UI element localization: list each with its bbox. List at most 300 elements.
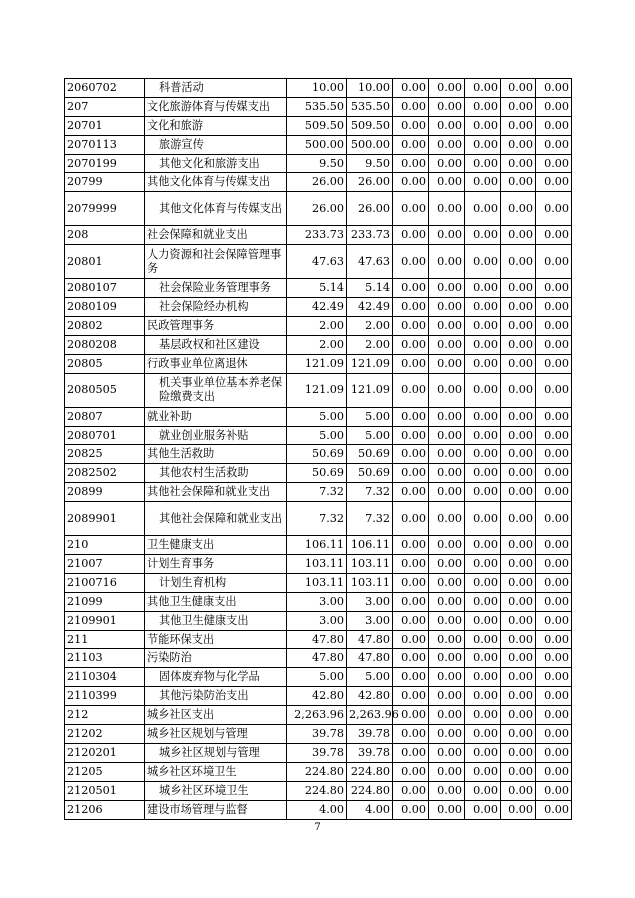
subject-code: 21103 (65, 649, 145, 668)
amount-cell: 233.73 (287, 226, 347, 245)
amount-cell: 0.00 (536, 743, 572, 762)
amount-cell: 0.00 (429, 173, 465, 192)
amount-cell: 0.00 (429, 97, 465, 116)
amount-cell: 0.00 (501, 192, 536, 226)
amount-cell: 0.00 (501, 426, 536, 445)
amount-cell: 0.00 (429, 226, 465, 245)
amount-cell: 0.00 (393, 445, 429, 464)
amount-cell: 0.00 (429, 781, 465, 800)
amount-cell: 0.00 (429, 536, 465, 555)
amount-cell: 0.00 (465, 445, 501, 464)
amount-cell: 0.00 (465, 536, 501, 555)
amount-cell: 0.00 (536, 649, 572, 668)
amount-cell: 0.00 (429, 354, 465, 373)
amount-cell: 47.80 (347, 630, 393, 649)
subject-code: 2060702 (65, 79, 145, 98)
amount-cell: 0.00 (429, 483, 465, 502)
amount-cell: 5.14 (287, 279, 347, 298)
amount-cell: 0.00 (465, 611, 501, 630)
amount-cell: 0.00 (393, 781, 429, 800)
amount-cell: 0.00 (393, 706, 429, 725)
subject-name: 人力资源和社会保障管理事务 (145, 245, 287, 279)
amount-cell: 103.11 (347, 555, 393, 574)
amount-cell: 0.00 (501, 573, 536, 592)
subject-code: 20899 (65, 483, 145, 502)
subject-name: 固体废弃物与化学品 (145, 668, 287, 687)
amount-cell: 224.80 (287, 762, 347, 781)
amount-cell: 0.00 (536, 116, 572, 135)
amount-cell: 0.00 (429, 555, 465, 574)
subject-code: 2080107 (65, 279, 145, 298)
table-row (65, 154, 572, 173)
subject-name: 其他文化体育与传媒支出 (145, 192, 287, 226)
amount-cell: 0.00 (536, 226, 572, 245)
amount-cell: 0.00 (393, 373, 429, 407)
table-row (65, 668, 572, 687)
amount-cell: 0.00 (465, 298, 501, 317)
subject-name: 城乡社区环境卫生 (145, 762, 287, 781)
amount-cell: 2,263.96 (347, 706, 393, 725)
amount-cell: 0.00 (465, 725, 501, 744)
amount-cell: 47.80 (347, 649, 393, 668)
amount-cell: 0.00 (393, 298, 429, 317)
subject-code: 21202 (65, 725, 145, 744)
subject-name: 其他卫生健康支出 (145, 592, 287, 611)
amount-cell: 0.00 (393, 335, 429, 354)
subject-name: 其他文化体育与传媒支出 (145, 173, 287, 192)
amount-cell: 500.00 (347, 135, 393, 154)
amount-cell: 0.00 (465, 354, 501, 373)
amount-cell: 26.00 (287, 192, 347, 226)
subject-name: 民政管理事务 (145, 317, 287, 336)
amount-cell: 500.00 (287, 135, 347, 154)
amount-cell: 0.00 (429, 79, 465, 98)
table-row (65, 445, 572, 464)
amount-cell: 0.00 (393, 502, 429, 536)
table-row (65, 687, 572, 706)
table-row (65, 426, 572, 445)
table-row (65, 317, 572, 336)
amount-cell: 0.00 (536, 555, 572, 574)
subject-code: 2080505 (65, 373, 145, 407)
table-row (65, 116, 572, 135)
subject-code: 20825 (65, 445, 145, 464)
amount-cell: 3.00 (287, 592, 347, 611)
amount-cell: 0.00 (429, 725, 465, 744)
subject-code: 20799 (65, 173, 145, 192)
amount-cell: 42.80 (287, 687, 347, 706)
subject-name: 其他文化和旅游支出 (145, 154, 287, 173)
amount-cell: 224.80 (347, 762, 393, 781)
amount-cell: 39.78 (287, 725, 347, 744)
amount-cell: 39.78 (347, 743, 393, 762)
amount-cell: 0.00 (393, 407, 429, 426)
table-row (65, 173, 572, 192)
subject-code: 2079999 (65, 192, 145, 226)
amount-cell: 106.11 (287, 536, 347, 555)
amount-cell: 0.00 (501, 649, 536, 668)
amount-cell: 0.00 (465, 116, 501, 135)
amount-cell: 42.49 (287, 298, 347, 317)
amount-cell: 0.00 (501, 464, 536, 483)
amount-cell: 0.00 (501, 483, 536, 502)
amount-cell: 0.00 (429, 317, 465, 336)
subject-code: 21206 (65, 800, 145, 819)
table-row (65, 464, 572, 483)
amount-cell: 0.00 (536, 781, 572, 800)
amount-cell: 0.00 (393, 173, 429, 192)
subject-name: 旅游宣传 (145, 135, 287, 154)
amount-cell: 0.00 (429, 800, 465, 819)
amount-cell: 9.50 (287, 154, 347, 173)
subject-name: 其他社会保障和就业支出 (145, 483, 287, 502)
amount-cell: 0.00 (536, 354, 572, 373)
amount-cell: 4.00 (347, 800, 393, 819)
amount-cell: 0.00 (536, 630, 572, 649)
subject-code: 2080701 (65, 426, 145, 445)
subject-name: 其他生活救助 (145, 445, 287, 464)
amount-cell: 47.80 (287, 630, 347, 649)
amount-cell: 0.00 (429, 335, 465, 354)
subject-code: 2120201 (65, 743, 145, 762)
amount-cell: 121.09 (347, 373, 393, 407)
amount-cell: 0.00 (393, 226, 429, 245)
table-row (65, 335, 572, 354)
subject-code: 2070199 (65, 154, 145, 173)
amount-cell: 50.69 (347, 464, 393, 483)
amount-cell: 0.00 (501, 762, 536, 781)
subject-code: 2120501 (65, 781, 145, 800)
amount-cell: 535.50 (287, 97, 347, 116)
amount-cell: 7.32 (287, 483, 347, 502)
amount-cell: 0.00 (501, 116, 536, 135)
amount-cell: 0.00 (536, 706, 572, 725)
amount-cell: 0.00 (429, 426, 465, 445)
amount-cell: 39.78 (347, 725, 393, 744)
subject-name: 社会保险业务管理事务 (145, 279, 287, 298)
amount-cell: 0.00 (536, 611, 572, 630)
amount-cell: 0.00 (465, 573, 501, 592)
subject-code: 21007 (65, 555, 145, 574)
amount-cell: 0.00 (429, 743, 465, 762)
amount-cell: 0.00 (465, 407, 501, 426)
amount-cell: 0.00 (536, 800, 572, 819)
table-row (65, 762, 572, 781)
amount-cell: 0.00 (501, 79, 536, 98)
amount-cell: 10.00 (347, 79, 393, 98)
amount-cell: 0.00 (393, 279, 429, 298)
amount-cell: 50.69 (287, 464, 347, 483)
amount-cell: 0.00 (465, 781, 501, 800)
amount-cell: 0.00 (429, 630, 465, 649)
amount-cell: 26.00 (347, 173, 393, 192)
amount-cell: 0.00 (501, 630, 536, 649)
amount-cell: 0.00 (465, 279, 501, 298)
amount-cell: 0.00 (393, 592, 429, 611)
amount-cell: 0.00 (536, 154, 572, 173)
amount-cell: 0.00 (465, 97, 501, 116)
amount-cell: 0.00 (465, 226, 501, 245)
amount-cell: 0.00 (393, 687, 429, 706)
amount-cell: 0.00 (429, 502, 465, 536)
table-row (65, 226, 572, 245)
amount-cell: 0.00 (501, 245, 536, 279)
subject-name: 其他社会保障和就业支出 (145, 502, 287, 536)
amount-cell: 0.00 (501, 781, 536, 800)
amount-cell: 0.00 (465, 743, 501, 762)
amount-cell: 0.00 (501, 173, 536, 192)
table-row (65, 192, 572, 226)
amount-cell: 121.09 (287, 354, 347, 373)
amount-cell: 0.00 (536, 407, 572, 426)
amount-cell: 0.00 (501, 611, 536, 630)
amount-cell: 4.00 (287, 800, 347, 819)
amount-cell: 5.14 (347, 279, 393, 298)
table-row (65, 298, 572, 317)
amount-cell: 0.00 (465, 800, 501, 819)
subject-name: 科普活动 (145, 79, 287, 98)
amount-cell: 2.00 (347, 335, 393, 354)
amount-cell: 0.00 (501, 536, 536, 555)
table-row (65, 800, 572, 819)
amount-cell: 26.00 (287, 173, 347, 192)
amount-cell: 0.00 (429, 445, 465, 464)
budget-table (64, 78, 572, 820)
subject-code: 2070113 (65, 135, 145, 154)
amount-cell: 0.00 (429, 407, 465, 426)
amount-cell: 224.80 (347, 781, 393, 800)
amount-cell: 0.00 (501, 298, 536, 317)
amount-cell: 5.00 (287, 668, 347, 687)
amount-cell: 0.00 (429, 611, 465, 630)
amount-cell: 0.00 (393, 135, 429, 154)
subject-name: 文化旅游体育与传媒支出 (145, 97, 287, 116)
amount-cell: 0.00 (465, 464, 501, 483)
subject-name: 其他卫生健康支出 (145, 611, 287, 630)
amount-cell: 0.00 (536, 192, 572, 226)
table-row (65, 79, 572, 98)
amount-cell: 0.00 (393, 649, 429, 668)
amount-cell: 0.00 (393, 116, 429, 135)
amount-cell: 3.00 (347, 592, 393, 611)
amount-cell: 10.00 (287, 79, 347, 98)
amount-cell: 0.00 (536, 173, 572, 192)
subject-code: 207 (65, 97, 145, 116)
subject-code: 210 (65, 536, 145, 555)
amount-cell: 106.11 (347, 536, 393, 555)
amount-cell: 0.00 (536, 762, 572, 781)
amount-cell: 42.80 (347, 687, 393, 706)
amount-cell: 0.00 (536, 445, 572, 464)
amount-cell: 7.32 (347, 502, 393, 536)
amount-cell: 2.00 (287, 335, 347, 354)
amount-cell: 0.00 (536, 687, 572, 706)
amount-cell: 0.00 (393, 573, 429, 592)
amount-cell: 0.00 (465, 79, 501, 98)
amount-cell: 0.00 (465, 706, 501, 725)
amount-cell: 0.00 (536, 279, 572, 298)
page-number: 7 (314, 822, 321, 833)
amount-cell: 0.00 (393, 97, 429, 116)
subject-name: 文化和旅游 (145, 116, 287, 135)
subject-code: 21099 (65, 592, 145, 611)
amount-cell: 0.00 (393, 611, 429, 630)
amount-cell: 7.32 (347, 483, 393, 502)
amount-cell: 47.63 (347, 245, 393, 279)
amount-cell: 0.00 (393, 483, 429, 502)
subject-name: 建设市场管理与监督 (145, 800, 287, 819)
table-row (65, 483, 572, 502)
subject-code: 20701 (65, 116, 145, 135)
amount-cell: 0.00 (536, 725, 572, 744)
table-row (65, 592, 572, 611)
subject-code: 20807 (65, 407, 145, 426)
amount-cell: 5.00 (287, 407, 347, 426)
amount-cell: 0.00 (429, 649, 465, 668)
amount-cell: 0.00 (536, 317, 572, 336)
table-row (65, 245, 572, 279)
amount-cell: 0.00 (393, 426, 429, 445)
table-row (65, 354, 572, 373)
amount-cell: 0.00 (465, 762, 501, 781)
table-row (65, 573, 572, 592)
table-row (65, 373, 572, 407)
amount-cell: 0.00 (501, 743, 536, 762)
amount-cell: 0.00 (465, 483, 501, 502)
amount-cell: 0.00 (501, 800, 536, 819)
subject-name: 城乡社区支出 (145, 706, 287, 725)
amount-cell: 0.00 (393, 762, 429, 781)
subject-code: 2110304 (65, 668, 145, 687)
amount-cell: 0.00 (429, 573, 465, 592)
table-row (65, 725, 572, 744)
subject-name: 节能环保支出 (145, 630, 287, 649)
amount-cell: 0.00 (501, 706, 536, 725)
table-row (65, 407, 572, 426)
amount-cell: 0.00 (393, 630, 429, 649)
subject-name: 行政事业单位离退休 (145, 354, 287, 373)
amount-cell: 0.00 (465, 668, 501, 687)
amount-cell: 0.00 (429, 279, 465, 298)
amount-cell: 0.00 (465, 317, 501, 336)
amount-cell: 509.50 (347, 116, 393, 135)
subject-name: 其他污染防治支出 (145, 687, 287, 706)
table-row (65, 135, 572, 154)
subject-name: 计划生育机构 (145, 573, 287, 592)
subject-code: 208 (65, 226, 145, 245)
amount-cell: 0.00 (393, 555, 429, 574)
subject-name: 就业补助 (145, 407, 287, 426)
amount-cell: 50.69 (287, 445, 347, 464)
amount-cell: 0.00 (465, 630, 501, 649)
amount-cell: 0.00 (501, 317, 536, 336)
amount-cell: 0.00 (429, 298, 465, 317)
amount-cell: 0.00 (465, 502, 501, 536)
amount-cell: 0.00 (393, 317, 429, 336)
amount-cell: 0.00 (465, 154, 501, 173)
subject-code: 2100716 (65, 573, 145, 592)
amount-cell: 2,263.96 (287, 706, 347, 725)
subject-code: 211 (65, 630, 145, 649)
amount-cell: 2.00 (287, 317, 347, 336)
amount-cell: 224.80 (287, 781, 347, 800)
amount-cell: 0.00 (501, 97, 536, 116)
table-row (65, 97, 572, 116)
amount-cell: 0.00 (536, 536, 572, 555)
amount-cell: 0.00 (393, 464, 429, 483)
amount-cell: 5.00 (347, 407, 393, 426)
subject-name: 城乡社区规划与管理 (145, 743, 287, 762)
amount-cell: 7.32 (287, 502, 347, 536)
table-body (65, 79, 572, 820)
amount-cell: 0.00 (501, 279, 536, 298)
subject-name: 其他农村生活救助 (145, 464, 287, 483)
subject-name: 就业创业服务补贴 (145, 426, 287, 445)
amount-cell: 0.00 (465, 173, 501, 192)
subject-name: 机关事业单位基本养老保险缴费支出 (145, 373, 287, 407)
amount-cell: 0.00 (429, 464, 465, 483)
amount-cell: 0.00 (501, 668, 536, 687)
amount-cell: 5.00 (347, 426, 393, 445)
amount-cell: 0.00 (393, 79, 429, 98)
amount-cell: 0.00 (465, 135, 501, 154)
amount-cell: 26.00 (347, 192, 393, 226)
subject-code: 2080109 (65, 298, 145, 317)
amount-cell: 0.00 (393, 800, 429, 819)
table-row (65, 649, 572, 668)
amount-cell: 0.00 (429, 116, 465, 135)
subject-name: 社会保险经办机构 (145, 298, 287, 317)
amount-cell: 103.11 (347, 573, 393, 592)
subject-code: 2089901 (65, 502, 145, 536)
amount-cell: 0.00 (429, 687, 465, 706)
amount-cell: 42.49 (347, 298, 393, 317)
amount-cell: 0.00 (393, 354, 429, 373)
subject-code: 20802 (65, 317, 145, 336)
amount-cell: 0.00 (536, 79, 572, 98)
subject-name: 基层政权和社区建设 (145, 335, 287, 354)
subject-name: 城乡社区环境卫生 (145, 781, 287, 800)
amount-cell: 0.00 (536, 592, 572, 611)
amount-cell: 39.78 (287, 743, 347, 762)
amount-cell: 0.00 (501, 407, 536, 426)
amount-cell: 5.00 (287, 426, 347, 445)
amount-cell: 0.00 (536, 335, 572, 354)
amount-cell: 50.69 (347, 445, 393, 464)
subject-code: 20801 (65, 245, 145, 279)
subject-code: 2082502 (65, 464, 145, 483)
amount-cell: 0.00 (429, 762, 465, 781)
amount-cell: 0.00 (501, 354, 536, 373)
amount-cell: 121.09 (347, 354, 393, 373)
amount-cell: 0.00 (465, 373, 501, 407)
table-row (65, 279, 572, 298)
amount-cell: 0.00 (465, 245, 501, 279)
subject-name: 卫生健康支出 (145, 536, 287, 555)
amount-cell: 5.00 (347, 668, 393, 687)
amount-cell: 0.00 (429, 135, 465, 154)
table-row (65, 630, 572, 649)
amount-cell: 0.00 (429, 592, 465, 611)
amount-cell: 0.00 (465, 555, 501, 574)
amount-cell: 0.00 (501, 555, 536, 574)
table-row (65, 743, 572, 762)
amount-cell: 0.00 (501, 335, 536, 354)
amount-cell: 3.00 (347, 611, 393, 630)
subject-name: 社会保障和就业支出 (145, 226, 287, 245)
amount-cell: 0.00 (429, 154, 465, 173)
amount-cell: 0.00 (536, 502, 572, 536)
